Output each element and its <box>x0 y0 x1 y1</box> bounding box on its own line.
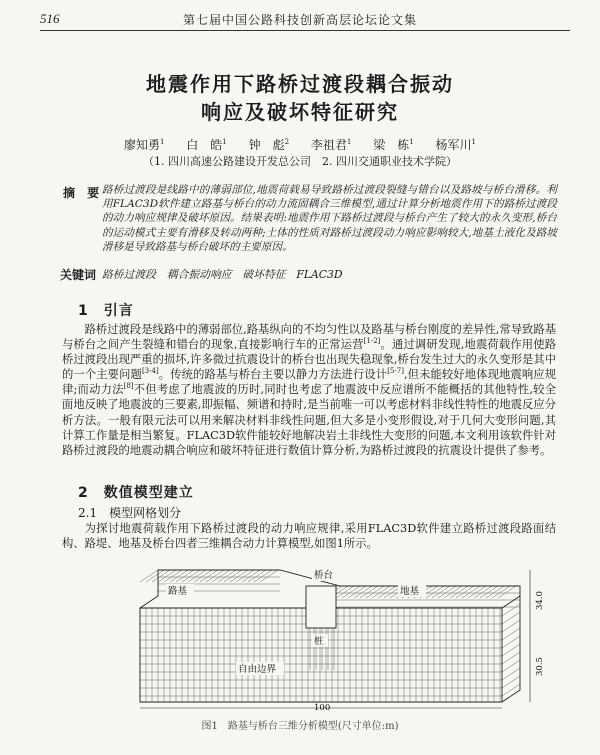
author-name: 廖知勇 <box>123 138 160 152</box>
author <box>124 138 164 152</box>
keywords-text: 路桥过渡段 耦合振动响应 破坏特征 FLAC3D <box>102 268 343 281</box>
author <box>249 138 289 152</box>
citation: [8] <box>123 382 134 391</box>
author-name: 白 皓 <box>186 138 223 152</box>
section-heading-introduction: 1 引言 <box>78 303 134 319</box>
running-title: 第七届中国公路科技创新高层论坛论文集 <box>182 13 417 27</box>
author <box>373 138 413 152</box>
intro-text: 路桥过渡段是线路中的薄弱部位,路基纵向的不均匀性以及路基与桥台刚度的差异性,常导致路基与桥台之间产生裂缝和错台的现象,直接影响行车的正常运营 <box>62 323 556 352</box>
label-embankment: 路基 <box>168 586 188 597</box>
label-abutment: 桥台 <box>314 570 334 581</box>
affiliations: （1. 四川高速公路建设开发总公司 2. 四川交通职业技术学院） <box>143 155 457 168</box>
mesh-side-line <box>502 612 520 624</box>
label-free-boundary: 自由边界 <box>238 664 277 675</box>
mesh-side-line <box>502 636 520 648</box>
citation: [1-2] <box>363 337 381 346</box>
author-affiliation-mark: 1 <box>159 138 165 146</box>
author-list <box>0 136 600 153</box>
mesh-side-line <box>502 684 520 696</box>
mesh-model-figure <box>110 550 550 712</box>
abstract-label: 摘 要 <box>63 186 104 200</box>
intro-text: 不但考虑了地震波的历时,同时也考虑了地震波中反应谱所不能概括的其他特性,较全面地反映了地震波的三要素,即振幅、频谱和持时,是当前唯一可以考虑材料非线性特性的地震反应分析方法。一般有限元法可以用来解决材料非线性问题,但大多是小变形假设,对于几何大变形问题,其计算工作量是相当繁复。FLAC3D软件能较好地解决岩土非线性大变形的问题,本文利用该软件针对路桥过渡段的地震动耦合响应和破坏特征进行数值计算分析,为路桥过渡段的抗震设计提供了参考。 <box>62 383 557 457</box>
mesh-side-line <box>502 620 520 632</box>
dimension-length: 100 <box>314 703 331 712</box>
section-heading-model: 2 数值模型建立 <box>78 485 194 501</box>
citation: [3-4] <box>141 367 159 376</box>
author <box>311 138 351 152</box>
mesh-side-line <box>502 676 520 688</box>
author-name: 杨军川 <box>435 138 472 152</box>
mesh-side-line <box>502 668 520 680</box>
mesh-side-line <box>502 652 520 664</box>
author-name: 钟 彪 <box>248 138 285 152</box>
intro-text: 。通过调研发现,地震荷载作用使路桥过渡段出现严重的损坏,许多微过抗震设计的桥台也出现失稳现象,桥台发生过大的永久变形是其中的一个主要问题 <box>62 338 557 382</box>
model-paragraph: 为探讨地震荷载作用下路桥过渡段的动力响应规律,采用FLAC3D软件建立路桥过渡段路面结构、路堤、地基及桥台四者三维耦合动力计算模型,如图1所示。 <box>62 522 556 551</box>
header-rule <box>40 30 570 31</box>
author-affiliation-mark: 1 <box>409 138 414 146</box>
label-foundation: 地基 <box>400 586 420 597</box>
author <box>186 138 226 152</box>
intro-text: ,但未能较好地体现地震响应规律;而动力法 <box>62 368 557 397</box>
author <box>436 138 476 152</box>
page-number: 516 <box>40 11 60 26</box>
abstract-text: 路桥过渡段是线路中的薄弱部位,地震荷载易导致路桥过渡段裂缝与错台以及路坡与桥台滑移。利用FLAC3D软件建立路基与桥台的动力流固耦合三维模型,通过计算分析地震作用下的路桥过渡段的动力响应规律及破坏原因。结果表明:地震作用下路桥过渡段与桥台产生了较大的永久变形,桥台的运动模式主要有滑移及转动两种;土体的性质对路桥过渡段动力响应影响较大,地基土液化及路坡滑移是导致路基与桥台破坏的主要原因。 <box>102 184 557 253</box>
keywords-label: 关键词 <box>60 268 97 282</box>
subsection-heading-mesh: 2.1 模型网格划分 <box>78 506 182 520</box>
label-pile: 桩 <box>314 636 324 647</box>
paper-title-line-2: 响应及破坏特征研究 <box>201 100 399 124</box>
paper-title-line-1: 地震作用下路桥过渡段耦合振动 <box>146 72 454 96</box>
model-outline <box>140 570 520 702</box>
author-name: 李祖君 <box>310 138 347 152</box>
dimension-upper-height: 34.0 <box>535 591 545 610</box>
dimension-lower-height: 30.5 <box>535 657 545 676</box>
mesh-side-line <box>502 628 520 640</box>
author-name: 梁 栋 <box>373 138 410 152</box>
citation: [5-7] <box>387 367 404 376</box>
intro-text: 。传统的路基与桥台主要以静力方法进行设计 <box>158 368 388 382</box>
author-affiliation-mark: 1 <box>346 138 352 146</box>
mesh-side-line <box>502 644 520 656</box>
introduction-paragraph <box>62 322 556 458</box>
author-affiliation-mark: 1 <box>222 138 227 146</box>
abutment-block <box>306 586 336 628</box>
figure-caption: 图1 路基与桥台三维分析模型(尺寸单位:m) <box>201 721 399 732</box>
author-affiliation-mark: 1 <box>471 138 477 146</box>
author-affiliation-mark: 2 <box>284 138 290 146</box>
mesh-side-line <box>502 660 520 672</box>
top-edge <box>502 596 520 608</box>
